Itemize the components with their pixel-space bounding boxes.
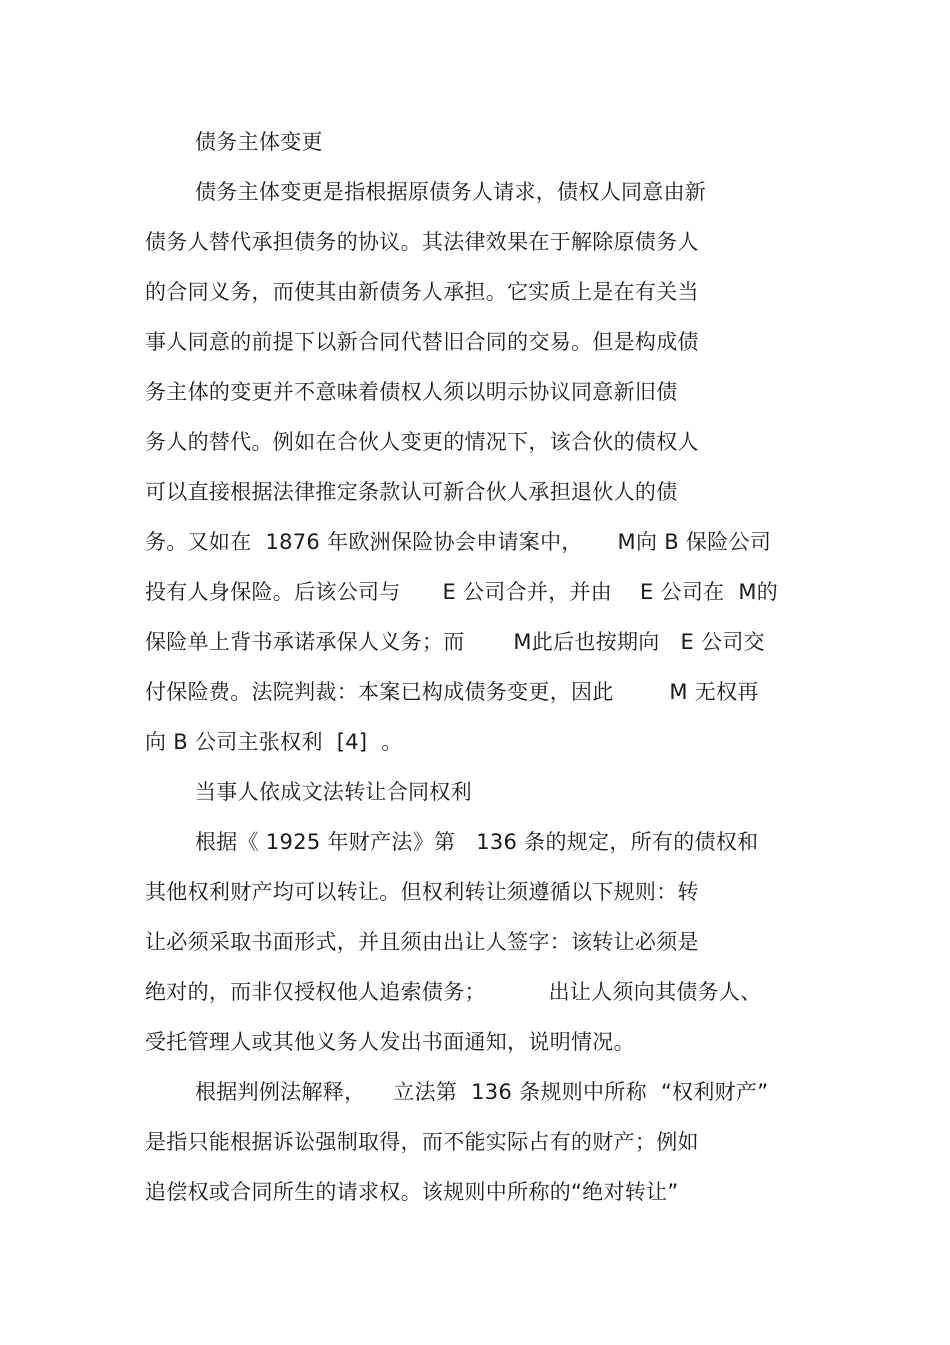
- paragraph-line: 务。又如在 1876 年欧洲保险协会申请案中， M向 B 保险公司: [145, 530, 772, 554]
- paragraph-line: 事人同意的前提下以新合同代替旧合同的交易。但是构成债: [145, 330, 699, 354]
- paragraph-line: 受托管理人或其他义务人发出书面通知，说明情况。: [145, 1030, 635, 1054]
- section-heading-debt-subject-change: 债务主体变更: [195, 130, 323, 154]
- paragraph-line: 其他权利财产均可以转让。但权利转让须遵循以下规则：转: [145, 880, 699, 904]
- paragraph-line: 是指只能根据诉讼强制取得，而不能实际占有的财产；例如: [145, 1130, 699, 1154]
- paragraph-line: 可以直接根据法律推定条款认可新合伙人承担退伙人的债: [145, 480, 678, 504]
- paragraph-line: 债务主体变更是指根据原债务人请求，债权人同意由新: [195, 180, 707, 204]
- paragraph-line: 债务人替代承担债务的协议。其法律效果在于解除原债务人: [145, 230, 699, 254]
- section-heading-contract-rights-transfer: 当事人依成文法转让合同权利: [195, 780, 472, 804]
- paragraph-line: 向 B 公司主张权利 [4] 。: [145, 730, 403, 754]
- paragraph-line: 绝对的，而非仅授权他人追索债务； 出让人须向其债务人、: [145, 980, 762, 1004]
- paragraph-line: 保险单上背书承诺承保人义务；而 M此后也按期向 E 公司交: [145, 630, 765, 654]
- paragraph-line: 务主体的变更并不意味着债权人须以明示协议同意新旧债: [145, 380, 678, 404]
- paragraph-line: 的合同义务，而使其由新债务人承担。它实质上是在有关当: [145, 280, 699, 304]
- paragraph-line: 追偿权或合同所生的请求权。该规则中所称的“绝对转让”: [145, 1180, 679, 1204]
- paragraph-line: 务人的替代。例如在合伙人变更的情况下，该合伙的债权人: [145, 430, 699, 454]
- paragraph-line: 投有人身保险。后该公司与 E 公司合并，并由 E 公司在 M的: [145, 580, 779, 604]
- paragraph-line: 付保险费。法院判裁：本案已构成债务变更，因此 M 无权再: [145, 680, 759, 704]
- paragraph-line: 让必须采取书面形式，并且须由出让人签字：该转让必须是: [145, 930, 699, 954]
- paragraph-line: 根据《 1925 年财产法》第 136 条的规定，所有的债权和: [195, 830, 759, 854]
- paragraph-line: 根据判例法解释， 立法第 136 条规则中所称 “权利财产”: [195, 1080, 769, 1104]
